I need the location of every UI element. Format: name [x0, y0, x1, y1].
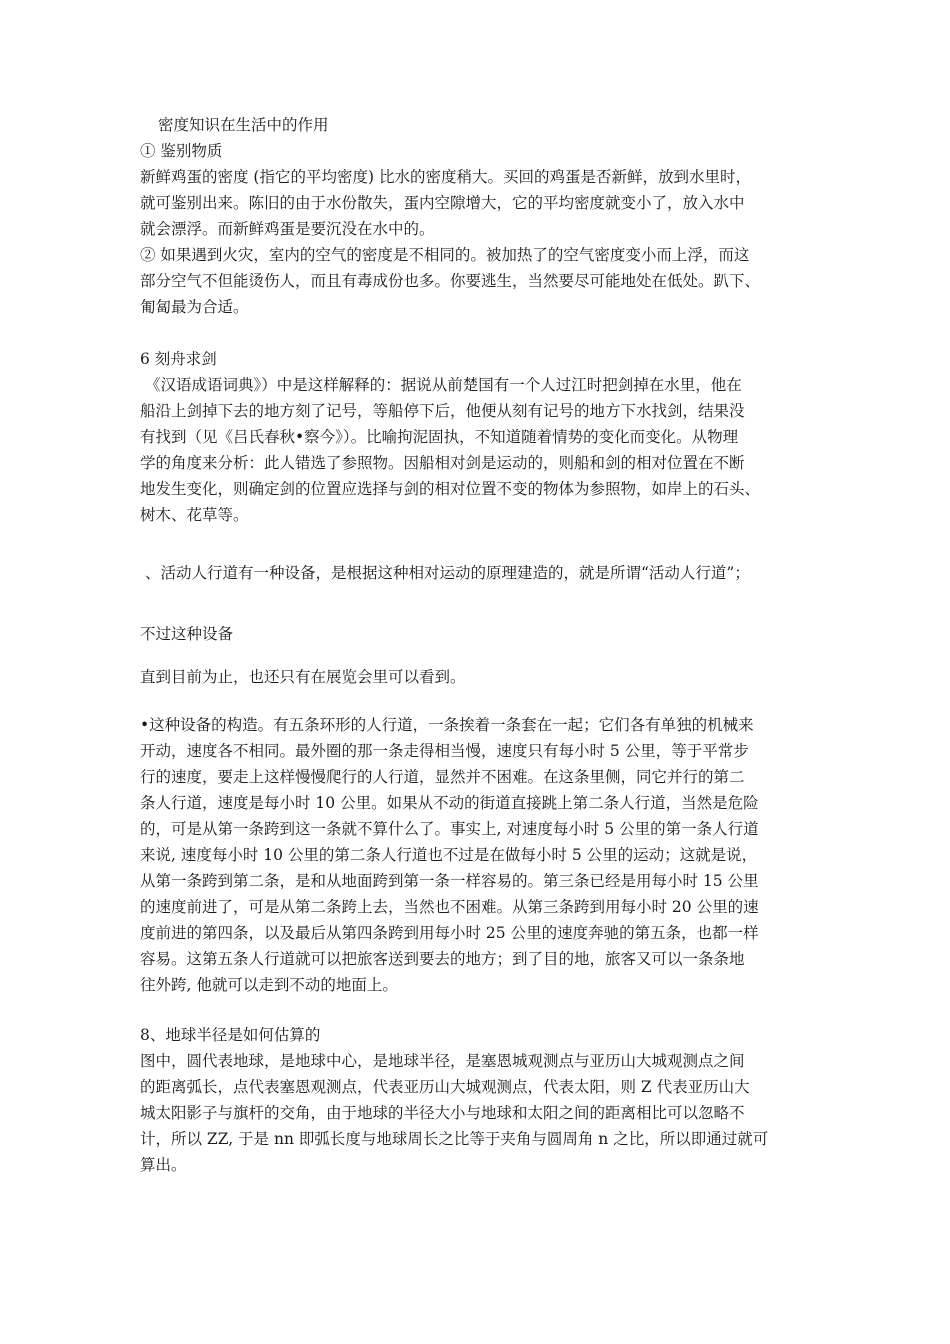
- paragraph-line: 图中，圆代表地球，是地球中心，是地球半径，是塞恩城观测点与亚历山大城观测点之间: [140, 1052, 745, 1070]
- paragraph-line: 有找到（见《吕氏春秋•察今》）。比喻拘泥固执，不知道随着情势的变化而变化。从物理: [140, 428, 739, 446]
- walkway-line: 不过这种设备: [140, 625, 234, 643]
- section-title-sword: 6 刻舟求剑: [140, 350, 217, 368]
- section-title-earth-radius: 8、地球半径是如何估算的: [140, 1026, 321, 1044]
- paragraph-line: 《汉语成语词典》）中是这样解释的：据说从前楚国有一个人过江时把剑掉在水里，他在: [145, 376, 742, 394]
- paragraph-line: 容易。这第五条人行道就可以把旅客送到要去的地方；到了目的地，旅客又可以一条条地: [140, 950, 745, 968]
- paragraph-line: 城太阳影子与旗杆的交角，由于地球的半径大小与地球和太阳之间的距离相比可以忽略不: [140, 1104, 745, 1122]
- paragraph-line: 就会漂浮。而新鲜鸡蛋是要沉没在水中的。: [140, 220, 435, 238]
- paragraph-line: 行的速度，要走上这样慢慢爬行的人行道，显然并不困难。在这条里侧，同它并行的第二: [140, 768, 745, 786]
- paragraph-line: •这种设备的构造。有五条环形的人行道，一条挨着一条套在一起；它们各有单独的机械来: [140, 716, 754, 734]
- paragraph-line: 的，可是从第一条跨到这一条就不算什么了。事实上, 对速度每小时 5 公里的第一条人行道: [140, 820, 759, 838]
- paragraph-line: 的距离弧长，点代表塞恩观测点，代表亚历山大城观测点，代表太阳，则 Z 代表亚历山大: [140, 1078, 750, 1096]
- walkway-intro: 、活动人行道有一种设备，是根据这种相对运动的原理建造的，就是所谓“活动人行道”；: [145, 564, 750, 582]
- item-heading-identify-material: ① 鉴别物质: [140, 142, 223, 160]
- paragraph-line: 开动，速度各不相同。最外圈的那一条走得相当慢，速度只有每小时 5 公里，等于平常步: [140, 742, 749, 760]
- paragraph-line: 地发生变化，则确定剑的位置应选择与剑的相对位置不变的物体为参照物，如岸上的石头、: [140, 480, 761, 498]
- section-title-density: 密度知识在生活中的作用: [158, 116, 329, 134]
- paragraph-line: 从第一条跨到第二条，是和从地面跨到第一条一样容易的。第三条已经是用每小时 15 公里: [140, 872, 759, 890]
- paragraph-line: 条人行道，速度是每小时 10 公里。如果从不动的街道直接跳上第二条人行道，当然是危险: [140, 794, 759, 812]
- paragraph-line: 就可鉴别出来。陈旧的由于水份散失，蛋内空隙增大，它的平均密度就变小了，放入水中: [140, 194, 745, 212]
- walkway-line: 直到目前为止，也还只有在展览会里可以看到。: [140, 668, 466, 686]
- paragraph-line: 来说, 速度每小时 10 公里的第二条人行道也不过是在做每小时 5 公里的运动；这就是说，: [140, 846, 758, 864]
- paragraph-line: 计，所以 ZZ, 于是 nn 即弧长度与地球周长之比等于夹角与圆周角 n 之比，所以即通过就可: [140, 1130, 769, 1148]
- paragraph-line: 部分空气不但能烫伤人，而且有毒成份也多。你要逃生，当然要尽可能地处在低处。趴下、: [140, 272, 761, 290]
- paragraph-line: 的速度前进了，可是从第二条跨上去，当然也不困难。从第三条跨到用每小时 20 公里的速: [140, 898, 759, 916]
- paragraph-line: 新鲜鸡蛋的密度 (指它的平均密度) 比水的密度稍大。买回的鸡蛋是否新鲜，放到水里时，: [140, 168, 751, 186]
- paragraph-line: 算出。: [140, 1156, 187, 1174]
- paragraph-line: 船沿上剑掉下去的地方刻了记号，等船停下后，他便从刻有记号的地方下水找剑，结果没: [140, 402, 745, 420]
- paragraph-line: 树木、花草等。: [140, 506, 249, 524]
- paragraph-line: 匍匐最为合适。: [140, 298, 249, 316]
- paragraph-line: ② 如果遇到火灾，室内的空气的密度是不相同的。被加热了的空气密度变小而上浮，而这: [140, 246, 750, 264]
- paragraph-line: 度前进的第四条，以及最后从第四条跨到用每小时 25 公里的速度奔驰的第五条，也都一样: [140, 924, 759, 942]
- paragraph-line: 往外跨, 他就可以走到不动的地面上。: [140, 976, 398, 994]
- paragraph-line: 学的角度来分析：此人错选了参照物。因船相对剑是运动的，则船和剑的相对位置在不断: [140, 454, 745, 472]
